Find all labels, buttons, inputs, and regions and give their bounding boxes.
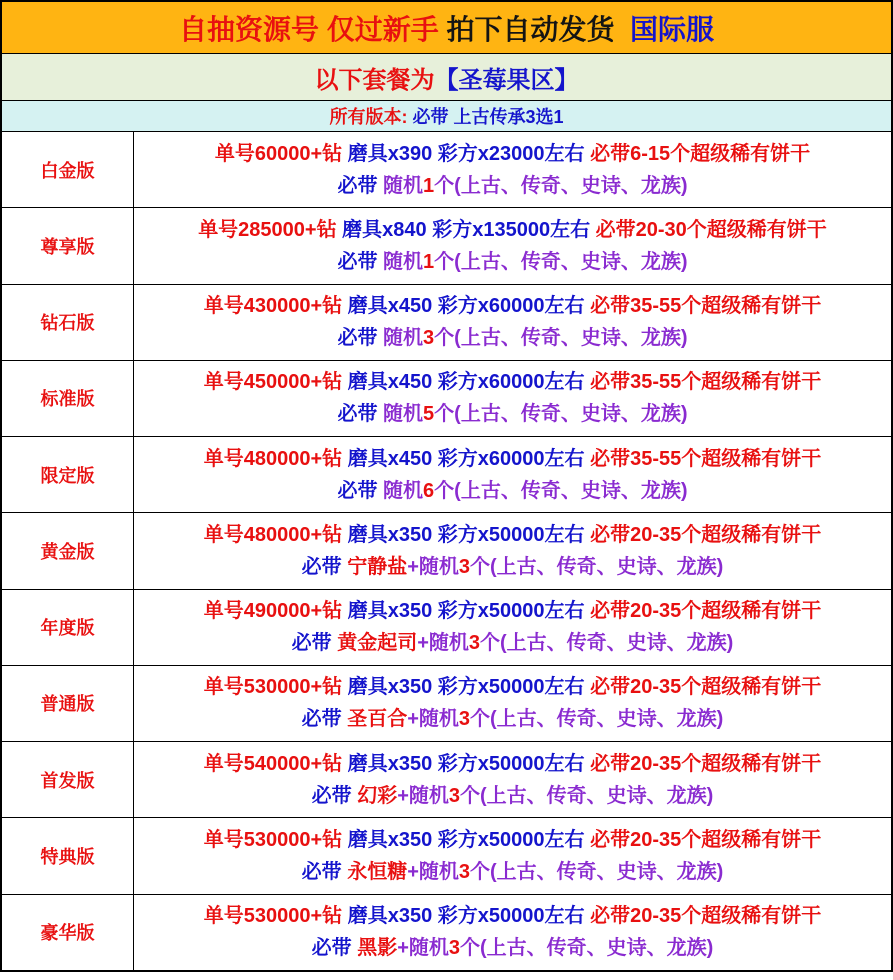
text-segment: 单号530000+钻 (203, 676, 343, 699)
text-segment: 必带 (301, 708, 348, 731)
text-segment: 3 (458, 555, 471, 578)
text-segment: 3 (468, 632, 481, 655)
package-name: 限定版 (2, 437, 134, 512)
text-segment: 必带20-35个超级稀有饼干 (590, 523, 822, 546)
text-segment: 必带20-30个超级稀有饼干 (595, 218, 827, 241)
text-segment: 磨具x350 彩方x50000左右 (342, 905, 591, 928)
region-header-text (315, 60, 579, 95)
package-detail-line2 (337, 327, 687, 349)
text-segment: 磨具x450 彩方x60000左右 (342, 371, 591, 394)
table-row (2, 512, 891, 588)
package-name: 尊享版 (2, 208, 134, 283)
table-row (2, 741, 891, 817)
text-segment: 磨具x350 彩方x50000左右 (342, 600, 591, 623)
text-segment: 随机 (377, 403, 424, 426)
package-detail-line1 (198, 219, 827, 241)
package-detail-line2 (337, 403, 687, 425)
text-segment: 个(上古、传奇、史诗、龙族) (434, 327, 688, 350)
text-segment: 国际服 (622, 13, 715, 45)
text-segment: 必带20-35个超级稀有饼干 (590, 676, 822, 699)
package-details (134, 361, 891, 436)
package-detail-line1 (204, 295, 821, 317)
text-segment: 永恒糖 (347, 861, 408, 884)
text-segment: 随机 (377, 250, 424, 273)
table-row (2, 436, 891, 512)
text-segment: 【圣莓果区】 (434, 66, 579, 94)
text-segment: 必带20-35个超级稀有饼干 (590, 600, 822, 623)
package-details (134, 208, 891, 283)
text-segment: 必带20-35个超级稀有饼干 (590, 829, 822, 852)
text-segment: 必带 (337, 403, 378, 426)
text-segment: 个(上古、传奇、史诗、龙族) (470, 861, 724, 884)
package-detail-line1 (204, 448, 821, 470)
text-segment: 个(上古、传奇、史诗、龙族) (434, 250, 688, 273)
text-segment: 磨具x450 彩方x60000左右 (342, 295, 591, 318)
package-name: 年度版 (2, 590, 134, 665)
text-segment: 必带35-55个超级稀有饼干 (590, 371, 822, 394)
text-segment: 必带 (291, 632, 338, 655)
text-segment: 个(上古、传奇、史诗、龙族) (460, 937, 714, 960)
text-segment: +随机 (407, 861, 459, 884)
text-segment: +随机 (407, 708, 459, 731)
package-detail-line1 (215, 143, 810, 165)
text-segment: 个(上古、传奇、史诗、龙族) (434, 174, 688, 197)
text-segment: 个(上古、传奇、史诗、龙族) (460, 784, 714, 807)
text-segment: 单号480000+钻 (203, 523, 343, 546)
text-segment: 必带35-55个超级稀有饼干 (590, 295, 822, 318)
table-row (2, 589, 891, 665)
package-detail-line1 (204, 753, 821, 775)
text-segment: 必带20-35个超级稀有饼干 (590, 752, 822, 775)
text-segment: 3 (458, 861, 471, 884)
text-segment: 磨具x350 彩方x50000左右 (342, 523, 591, 546)
table-row (2, 360, 891, 436)
top-banner-text (179, 8, 714, 48)
text-segment: 圣百合 (347, 708, 408, 731)
text-segment: 必带 (337, 250, 378, 273)
text-segment: 必带 (311, 937, 358, 960)
package-name: 白金版 (2, 132, 134, 207)
text-segment: 单号530000+钻 (203, 829, 343, 852)
text-segment: 5 (423, 403, 435, 426)
text-segment: 必带 (337, 327, 378, 350)
package-detail-line2 (337, 251, 687, 273)
text-segment: 幻彩 (357, 784, 398, 807)
text-segment: +随机 (397, 937, 449, 960)
text-segment: 随机 (377, 174, 424, 197)
text-segment: 单号490000+钻 (203, 600, 343, 623)
text-segment: 必带20-35个超级稀有饼干 (590, 905, 822, 928)
text-segment: 个(上古、传奇、史诗、龙族) (434, 403, 688, 426)
package-detail-line2 (337, 480, 687, 502)
text-segment: 单号285000+钻 (198, 218, 337, 241)
text-segment: +随机 (417, 632, 469, 655)
text-segment: 自抽资源号 仅过新手 (178, 13, 439, 45)
text-segment: 磨具x840 彩方x135000左右 (336, 218, 596, 241)
package-name: 黄金版 (2, 513, 134, 588)
text-segment: +随机 (407, 555, 459, 578)
text-segment: 必带 (301, 555, 348, 578)
table-row (2, 665, 891, 741)
table-row (2, 284, 891, 360)
text-segment: +随机 (397, 784, 449, 807)
region-header (2, 53, 891, 100)
package-name: 豪华版 (2, 895, 134, 970)
package-details (134, 132, 891, 207)
package-name: 特典版 (2, 818, 134, 893)
text-segment: 拍下自动发货 (438, 13, 623, 45)
text-segment: 1 (423, 250, 435, 273)
text-segment: 磨具x350 彩方x50000左右 (342, 752, 591, 775)
package-details (134, 895, 891, 970)
text-segment: 黄金起司 (337, 632, 418, 655)
text-segment: 随机 (377, 327, 424, 350)
text-segment: 必带35-55个超级稀有饼干 (590, 447, 822, 470)
all-versions-text (329, 103, 563, 129)
package-rows (2, 131, 891, 970)
text-segment: 个(上古、传奇、史诗、龙族) (434, 479, 688, 502)
text-segment: 磨具x350 彩方x50000左右 (342, 676, 591, 699)
text-segment: 必带 (337, 479, 378, 502)
text-segment: 磨具x350 彩方x50000左右 (342, 829, 591, 852)
package-detail-line2 (292, 632, 734, 654)
table-row (2, 207, 891, 283)
text-segment: 单号530000+钻 (203, 905, 343, 928)
package-detail-line1 (204, 600, 821, 622)
text-segment: 3 (448, 937, 461, 960)
text-segment: 3 (448, 784, 461, 807)
package-detail-line2 (302, 708, 724, 730)
text-segment: 磨具x450 彩方x60000左右 (342, 447, 591, 470)
text-segment: 6 (423, 479, 435, 502)
text-segment: 以下套餐为 (314, 66, 435, 94)
text-segment: 必带 (337, 174, 378, 197)
text-segment: 必带 (311, 784, 358, 807)
package-detail-line1 (204, 371, 821, 393)
text-segment: 随机 (377, 479, 424, 502)
package-details (134, 513, 891, 588)
all-versions-note (2, 100, 891, 131)
text-segment: 必带 (301, 861, 348, 884)
package-detail-line1 (204, 524, 821, 546)
text-segment: 磨具x390 彩方x23000左右 (342, 142, 591, 165)
package-details (134, 742, 891, 817)
package-detail-line2 (312, 937, 714, 959)
text-segment: 单号480000+钻 (203, 447, 343, 470)
table-row (2, 131, 891, 207)
text-segment: 个(上古、传奇、史诗、龙族) (470, 555, 724, 578)
package-detail-line1 (204, 905, 821, 927)
package-details (134, 285, 891, 360)
package-detail-line2 (302, 861, 724, 883)
package-details (134, 437, 891, 512)
text-segment: 单号540000+钻 (203, 752, 343, 775)
package-details (134, 590, 891, 665)
package-name: 钻石版 (2, 285, 134, 360)
package-detail-line1 (204, 829, 821, 851)
package-details (134, 818, 891, 893)
table-row (2, 894, 891, 970)
package-detail-line2 (302, 556, 724, 578)
text-segment: 3 (423, 327, 435, 350)
text-segment: 个(上古、传奇、史诗、龙族) (470, 708, 724, 731)
text-segment: 宁静盐 (347, 555, 408, 578)
text-segment: 3 (458, 708, 471, 731)
text-segment: 单号430000+钻 (203, 295, 343, 318)
text-segment: 单号450000+钻 (203, 371, 343, 394)
package-detail-line2 (337, 175, 687, 197)
text-segment: 个(上古、传奇、史诗、龙族) (480, 632, 734, 655)
text-segment: 必带6-15个超级稀有饼干 (590, 142, 811, 165)
table-row (2, 817, 891, 893)
text-segment: 所有版本: (329, 107, 413, 127)
text-segment: 1 (423, 174, 435, 197)
package-detail-line1 (204, 676, 821, 698)
text-segment: 黑影 (357, 937, 398, 960)
package-name: 首发版 (2, 742, 134, 817)
package-detail-line2 (312, 785, 714, 807)
top-banner (2, 2, 891, 53)
text-segment: 单号60000+钻 (214, 142, 343, 165)
text-segment: 必带 上古传承3选1 (412, 107, 564, 127)
package-details (134, 666, 891, 741)
package-name: 普通版 (2, 666, 134, 741)
package-name: 标准版 (2, 361, 134, 436)
